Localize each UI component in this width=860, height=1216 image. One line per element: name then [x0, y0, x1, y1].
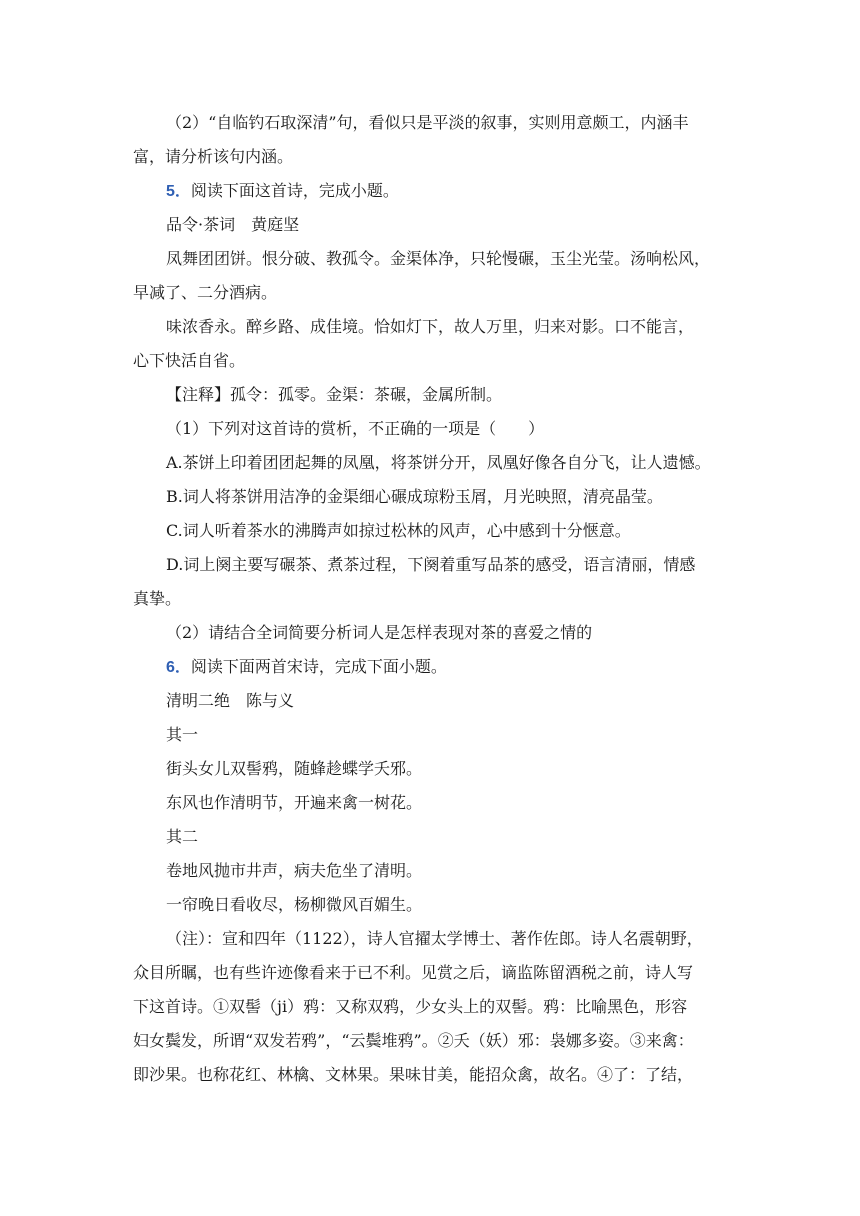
- question-5-heading: [166, 178, 399, 201]
- option-d-line-2: 真挚。: [133, 589, 182, 608]
- option-a: A.茶饼上印着团团起舞的凤凰，将茶饼分开，凤凰好像各自分飞，让人遗憾。: [166, 453, 711, 472]
- option-d-line-1: D.词上阕主要写碾茶、煮茶过程，下阕着重写品茶的感受，语言清丽，情感: [166, 555, 696, 574]
- question-6-number: 6．: [166, 659, 191, 676]
- question-5-prompt: 阅读下面这首诗，完成小题。: [190, 181, 399, 200]
- poem-5-stanza-2-line-2: 心下快活自省。: [133, 351, 246, 370]
- poem-6-note-line-1: （注）：宣和四年（1122），诗人官擢太学博士、著作佐郎。诗人名震朝野，: [166, 929, 703, 948]
- question-5-sub-1: （1）下列对这首诗的赏析，不正确的一项是（ ）: [166, 419, 545, 438]
- prev-question-2-line-2: 富，请分析该句内涵。: [133, 147, 294, 166]
- poem-6-title: 清明二绝 陈与义: [166, 691, 295, 710]
- question-5-number: 5．: [166, 183, 191, 200]
- poem-6-part-1-line-2: 东风也作清明节，开遍来禽一树花。: [166, 793, 423, 812]
- poem-6-part-1-line-1: 街头女儿双髻鸦，随蜂趁蝶学夭邪。: [166, 759, 423, 778]
- poem-6-part-2-line-1: 卷地风抛市井声，病夫危坐了清明。: [166, 861, 423, 880]
- poem-5-note: 【注释】孤令：孤零。金渠：茶碾，金属所制。: [166, 385, 503, 404]
- poem-6-part-1-title: 其一: [166, 725, 199, 744]
- poem-5-stanza-2-line-1: 味浓香永。醉乡路、成佳境。恰如灯下，故人万里，归来对影。口不能言，: [166, 317, 695, 336]
- question-6-prompt: 阅读下面两首宋诗，完成下面小题。: [190, 657, 447, 676]
- poem-6-note-line-5: 即沙果。也称花红、林檎、文林果。果味甘美，能招众禽，故名。④了：了结，: [133, 1065, 694, 1084]
- prev-question-2-line-1: （2）“自临钓石取深清”句，看似只是平淡的叙事，实则用意颇工，内涵丰: [166, 113, 689, 132]
- poem-6-note-line-2: 众目所瞩，也有些许迹像看来于已不利。见赏之后，谪监陈留酒税之前，诗人写: [133, 963, 694, 982]
- poem-5-stanza-1-line-2: 早减了、二分酒病。: [133, 283, 278, 302]
- poem-5-title: 品令·茶词 黄庭坚: [166, 215, 300, 234]
- poem-6-part-2-line-2: 一帘晚日看收尽，杨柳微风百媚生。: [166, 895, 423, 914]
- poem-6-note-line-4: 妇女鬓发，所谓“双发若鸦”，“云鬓堆鸦”。②夭（妖）邪：袅娜多姿。③来禽：: [133, 1031, 694, 1050]
- poem-5-stanza-1-line-1: 凤舞团团饼。恨分破、教孤令。金渠体净，只轮慢碾，玉尘光莹。汤响松风，: [166, 249, 711, 268]
- option-b: B.词人将茶饼用洁净的金渠细心碾成琼粉玉屑，月光映照，清亮晶莹。: [166, 487, 663, 506]
- question-5-sub-2: （2）请结合全词简要分析词人是怎样表现对茶的喜爱之情的: [166, 623, 593, 642]
- question-6-heading: [166, 654, 447, 677]
- poem-6-note-line-3: 下这首诗。①双髻（ji）鸦：又称双鸦，少女头上的双髻。鸦：比喻黑色，形容: [133, 997, 688, 1016]
- poem-6-part-2-title: 其二: [166, 827, 199, 846]
- option-c: C.词人听着茶水的沸腾声如掠过松林的风声，心中感到十分惬意。: [166, 521, 631, 540]
